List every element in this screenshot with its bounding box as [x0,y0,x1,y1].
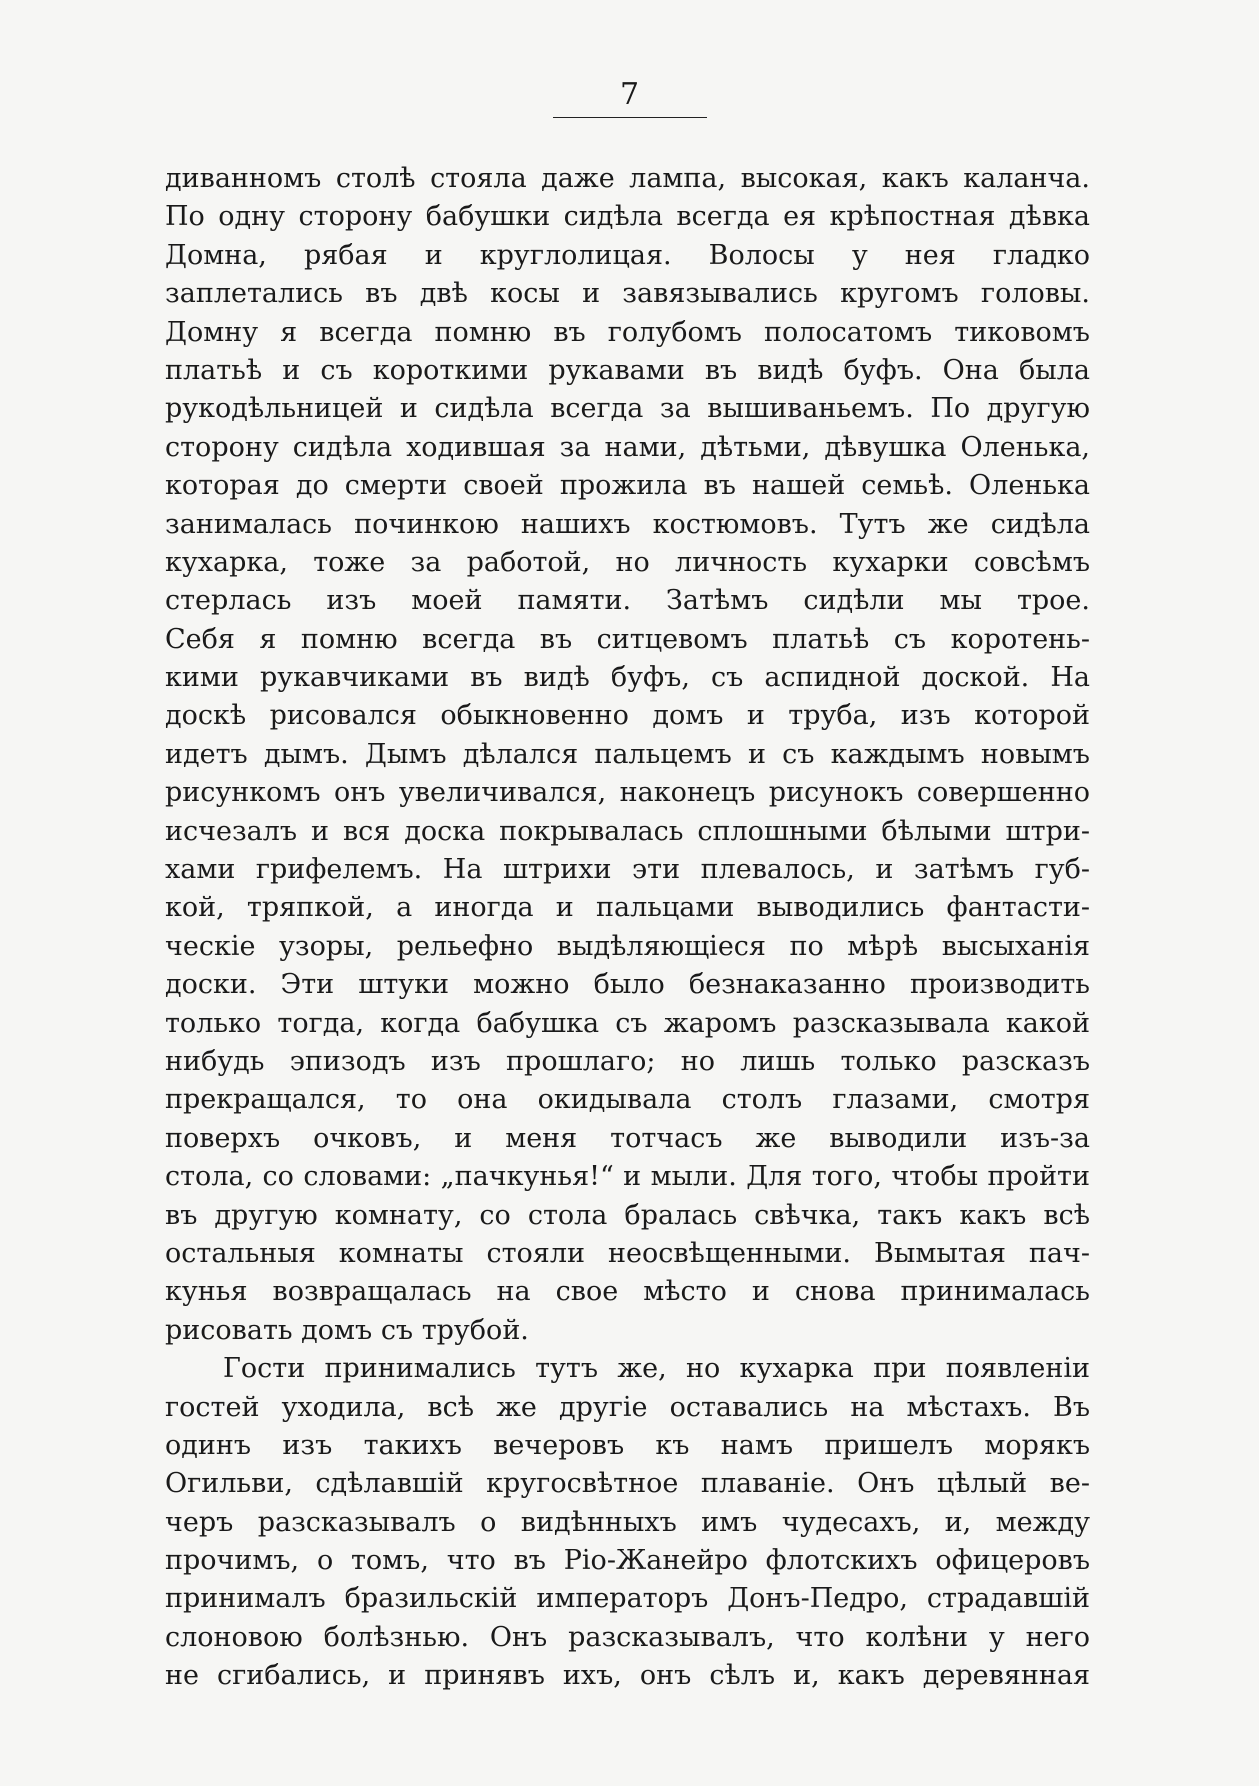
text-line: прекращался, то она окидывала столъ глазами, смотря [165,1084,1090,1116]
paragraph-1 [165,160,1090,1350]
text-line: черъ разсказывалъ о видѣнныхъ имъ чудесахъ, и, между [165,1506,1090,1538]
header-rule [553,117,707,118]
text-line: диванномъ столѣ стояла даже лампа, высокая, какъ каланча. [165,163,1090,194]
text-line: сторону сидѣла ходившая за нами, дѣтьми, дѣвушка Оленька, [165,431,1090,463]
text-line: нибудь эпизодъ изъ прошлаго; но лишь только разсказъ [165,1045,1090,1077]
text-line: идетъ дымъ. Дымъ дѣлался пальцемъ и съ каждымъ новымъ [165,738,1090,770]
text-line: исчезалъ и вся доска покрывалась сплошными бѣлыми штри- [165,815,1090,847]
text-line: ческіе узоры, рельефно выдѣляющіеся по мѣрѣ высыханія [165,930,1090,962]
text-line: въ другую комнату, со стола бралась свѣчка, такъ какъ всѣ [165,1199,1090,1231]
text-line: слоновою болѣзнью. Онъ разсказывалъ, что колѣни у него [165,1621,1090,1653]
text-line: кунья возвращалась на свое мѣсто и снова принималась [165,1276,1090,1308]
text-line: кими рукавчиками въ видѣ буфъ, съ аспидной доской. На [165,662,1090,694]
text-line: не сгибались, и принявъ ихъ, онъ сѣлъ и, какъ деревянная [165,1660,1090,1692]
text-line: По одну сторону бабушки сидѣла всегда ея крѣпостная дѣвка [165,201,1090,233]
page-number: 7 [619,77,640,112]
text-line: Гости принимались тутъ же, но кухарка при появленіи [223,1353,1090,1385]
text-line: доскѣ рисовался обыкновенно домъ и труба, изъ которой [165,700,1090,732]
text-line: поверхъ очковъ, и меня тотчасъ же выводили изъ-за [165,1122,1090,1154]
body-text [165,160,1090,1696]
text-line: доски. Эти штуки можно было безнаказанно производить [165,969,1090,1001]
text-line: принималъ бразильскій императоръ Донъ-Педро, страдавшій [165,1583,1090,1615]
text-line: стерлась изъ моей памяти. Затѣмъ сидѣли мы трое. [165,585,1090,617]
text-line: платьѣ и съ короткими рукавами въ видѣ буфъ. Она была [165,354,1090,386]
text-line: кой, тряпкой, а иногда и пальцами выводились фантасти- [165,892,1090,924]
text-line: прочимъ, о томъ, что въ Ріо-Жанейро флотскихъ офицеровъ [165,1545,1090,1577]
text-line: Огильви, сдѣлавшій кругосвѣтное плаваніе. Онъ цѣлый ве- [165,1468,1090,1500]
text-line: хами грифелемъ. На штрихи эти плевалось, и затѣмъ губ- [165,854,1090,886]
text-line: кухарка, тоже за работой, но личность кухарки совсѣмъ [165,546,1090,578]
text-line: заплетались въ двѣ косы и завязывались кругомъ головы. [165,278,1090,310]
text-line: занималась починкою нашихъ костюмовъ. Тутъ же сидѣла [165,508,1090,540]
text-line: рукодѣльницей и сидѣла всегда за вышиваньемъ. По другую [165,393,1090,425]
text-line: которая до смерти своей прожила въ нашей семьѣ. Оленька [165,470,1090,502]
text-line: рисовать домъ съ трубой. [165,1314,529,1346]
text-line: гостей уходила, всѣ же другіе оставались на мѣстахъ. Въ [165,1391,1090,1423]
text-line: рисункомъ онъ увеличивался, наконецъ рисунокъ совершенно [165,777,1090,809]
text-line: только тогда, когда бабушка съ жаромъ разсказывала какой [165,1007,1090,1039]
text-line: Домну я всегда помню въ голубомъ полосатомъ тиковомъ [165,316,1090,348]
text-line: одинъ изъ такихъ вечеровъ къ намъ пришелъ морякъ [165,1429,1090,1461]
paragraph-2 [165,1350,1090,1696]
text-line: Себя я помню всегда въ ситцевомъ платьѣ съ коротень- [165,623,1090,655]
text-line: Домна, рябая и круглолицая. Волосы у нея гладко [165,239,1090,271]
text-line: стола, со словами: „пачкунья!“ и мыли. Для того, чтобы пройти [165,1161,1090,1193]
text-line: остальныя комнаты стояли неосвѣщенными. Вымытая пач- [165,1237,1090,1269]
